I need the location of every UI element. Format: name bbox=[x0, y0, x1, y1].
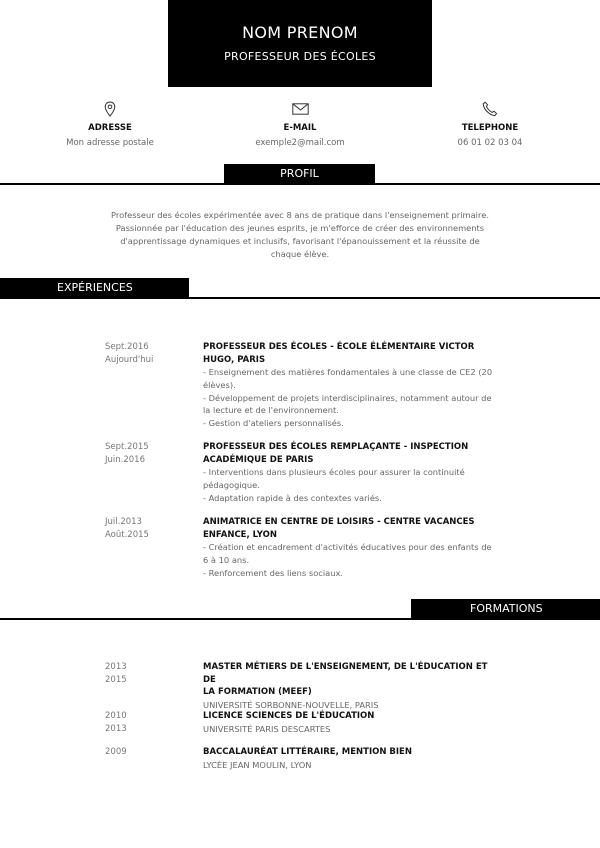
entry-body bbox=[203, 441, 493, 504]
entry-dates bbox=[105, 441, 195, 466]
entry-dates bbox=[105, 661, 195, 686]
date-end: Aujourd'hui bbox=[105, 354, 154, 365]
contact-value: 06 01 02 03 04 bbox=[457, 138, 523, 148]
entry-dates bbox=[105, 516, 195, 541]
contact-label: ADRESSE bbox=[88, 123, 132, 133]
entry-desc-line: - Interventions dans plusieurs écoles pour assurer la continuité bbox=[203, 467, 465, 477]
profile-line: Passionnée par l'éducation des jeunes esprits, je m'efforce de créer des environnements bbox=[115, 223, 485, 233]
entry-institution: UNIVERSITÉ PARIS DESCARTES bbox=[203, 723, 331, 734]
header-block bbox=[168, 0, 432, 87]
date-start: 2013 bbox=[105, 662, 127, 672]
entry-dates bbox=[105, 710, 195, 735]
location-pin-icon bbox=[10, 100, 210, 118]
entry-title-line: PROFESSEUR DES ÉCOLES REMPLAÇANTE - INSPECTION bbox=[203, 442, 469, 452]
entry-description bbox=[203, 466, 493, 504]
phone-icon bbox=[390, 100, 590, 118]
entry-title-line: LA FORMATION (MEEF) bbox=[203, 687, 312, 697]
entry-title-line: ANIMATRICE EN CENTRE DE LOISIRS - CENTRE VACANCES bbox=[203, 517, 475, 527]
entry-title bbox=[203, 746, 493, 759]
entry-body bbox=[203, 661, 493, 711]
entry-desc-line: - Adaptation rapide à des contextes variés. bbox=[203, 492, 382, 503]
job-title: PROFESSEUR DES ÉCOLES bbox=[224, 50, 376, 63]
entry-dates bbox=[105, 746, 195, 759]
entry-title bbox=[203, 516, 493, 541]
entry-body bbox=[203, 710, 493, 735]
contact-label: E-MAIL bbox=[283, 123, 317, 133]
date-start: 2009 bbox=[105, 747, 127, 757]
envelope-icon bbox=[200, 100, 400, 118]
entry-institution: UNIVERSITÉ SORBONNE-NOUVELLE, PARIS bbox=[203, 699, 379, 710]
date-end: 2015 bbox=[105, 674, 127, 685]
entry-desc-line: - Création et encadrement d'activités éducatives pour des enfants de bbox=[203, 542, 492, 552]
entry-body bbox=[203, 341, 493, 430]
entry-title-line: PROFESSEUR DES ÉCOLES - ÉCOLE ÉLÉMENTAIRE VICTOR bbox=[203, 342, 475, 352]
entry-institution: LYCÉE JEAN MOULIN, LYON bbox=[203, 759, 312, 770]
profile-line: d'apprentissage dynamiques et inclusifs, favorisant l'épanouissement et la réussite de bbox=[120, 236, 480, 246]
entry-title-line: ACADÉMIQUE DE PARIS bbox=[203, 454, 314, 465]
entry-description bbox=[203, 366, 493, 430]
profile-summary bbox=[100, 209, 500, 261]
entry-desc-line: élèves). bbox=[203, 379, 236, 390]
person-name: NOM PRENOM bbox=[242, 23, 358, 42]
contact-label: TELEPHONE bbox=[461, 123, 519, 133]
entry-title-line: ENFANCE, LYON bbox=[203, 529, 277, 540]
entry-desc-line: - Gestion d'ateliers personnalisés. bbox=[203, 418, 344, 429]
date-end: Juin.2016 bbox=[105, 454, 145, 465]
contact-value: exemple2@mail.com bbox=[255, 138, 345, 148]
entry-title bbox=[203, 441, 493, 466]
entry-desc-line: - Renforcement des liens sociaux. bbox=[203, 567, 344, 578]
contact-phone bbox=[390, 100, 590, 148]
contact-value: Mon adresse postale bbox=[66, 138, 154, 148]
entry-body bbox=[203, 516, 493, 579]
entry-desc-line: - Développement de projets interdisciplinaires, notamment autour de bbox=[203, 392, 492, 403]
contact-email bbox=[200, 100, 400, 148]
contact-address bbox=[10, 100, 210, 148]
section-heading-profil: PROFIL bbox=[224, 164, 375, 184]
section-heading-formations: FORMATIONS bbox=[411, 599, 600, 619]
date-start: Sept.2016 bbox=[105, 342, 149, 352]
entry-desc-line: - Enseignement des matières fondamentales à une classe de CE2 (20 bbox=[203, 367, 493, 377]
entry-dates bbox=[105, 341, 195, 366]
date-end: 2013 bbox=[105, 723, 127, 734]
entry-title-line: BACCALAURÉAT LITTÉRAIRE, MENTION BIEN bbox=[203, 747, 412, 757]
date-start: Juil.2013 bbox=[105, 517, 142, 527]
date-start: Sept.2015 bbox=[105, 442, 149, 452]
entry-desc-line: la lecture et de l'environnement. bbox=[203, 405, 339, 416]
entry-title-line: MASTER MÉTIERS DE L'ENSEIGNEMENT, DE L'ÉDUCATION ET DE bbox=[203, 662, 488, 685]
section-heading-experiences: EXPÉRIENCES bbox=[0, 278, 189, 298]
entry-title bbox=[203, 710, 493, 723]
profile-line: chaque élève. bbox=[270, 249, 330, 259]
date-start: 2010 bbox=[105, 711, 127, 721]
entry-title-line: HUGO, PARIS bbox=[203, 354, 266, 365]
entry-body bbox=[203, 746, 493, 771]
entry-title bbox=[203, 661, 493, 699]
entry-desc-line: pédagogique. bbox=[203, 479, 260, 490]
date-end: Août.2015 bbox=[105, 529, 149, 540]
entry-title-line: LICENCE SCIENCES DE L'ÉDUCATION bbox=[203, 711, 375, 721]
entry-desc-line: 6 à 10 ans. bbox=[203, 554, 250, 565]
entry-description bbox=[203, 541, 493, 579]
profile-line: Professeur des écoles expérimentée avec 8 ans de pratique dans l'enseignement primaire. bbox=[111, 210, 489, 220]
entry-title bbox=[203, 341, 493, 366]
